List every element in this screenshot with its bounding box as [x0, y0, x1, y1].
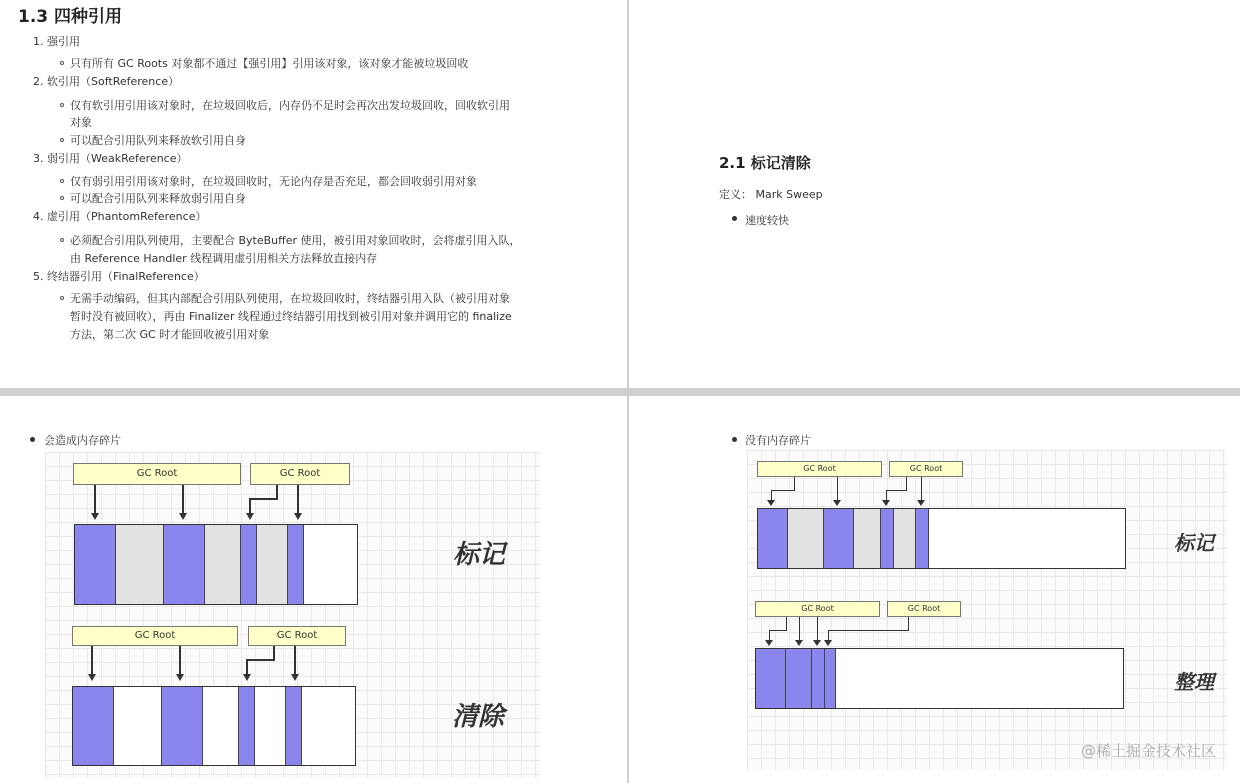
- memory-bar: [72, 686, 356, 766]
- reference-arrow: [817, 617, 818, 640]
- memory-block: [255, 687, 286, 765]
- page-mark-sweep: [629, 0, 1240, 388]
- memory-block: [825, 649, 836, 708]
- reference-arrow: [91, 646, 93, 674]
- bullet-icon: [732, 216, 737, 221]
- arrowhead-icon: [246, 513, 254, 520]
- bullet-icon: [60, 61, 64, 65]
- list-item: 1. 强引用: [33, 35, 80, 48]
- memory-block: [164, 525, 205, 604]
- page-four-references: [0, 0, 627, 388]
- arrowhead-icon: [813, 640, 821, 646]
- list-item: 仅有弱引用引用该对象时，在垃圾回收时，无论内存是否充足，都会回收弱引用对象: [70, 175, 477, 188]
- reference-arrow: [828, 630, 829, 640]
- memory-block: [894, 509, 916, 568]
- arrowhead-icon: [824, 640, 832, 646]
- memory-block: [881, 509, 894, 568]
- arrowhead-icon: [795, 640, 803, 646]
- memory-block: [205, 525, 241, 604]
- memory-block: [203, 687, 239, 765]
- reference-arrow: [886, 490, 887, 500]
- list-item: 4. 虚引用（PhantomReference）: [33, 210, 207, 223]
- memory-block: [812, 649, 825, 708]
- reference-arrow: [276, 485, 278, 499]
- watermark-text: @稀土掘金技术社区: [1080, 742, 1216, 760]
- list-item: 暂时没有被回收），再由 Finalizer 线程通过终结器引用找到被引用对象并调用它的 finalize: [70, 310, 512, 323]
- reference-arrow: [179, 646, 181, 674]
- reference-arrow: [794, 477, 795, 491]
- bullet-icon: [732, 437, 737, 442]
- list-item: 对象: [70, 116, 92, 129]
- arrowhead-icon: [833, 500, 841, 506]
- bullet-icon: [30, 437, 35, 442]
- memory-block: [257, 525, 288, 604]
- memory-block: [916, 509, 929, 568]
- arrowhead-icon: [179, 513, 187, 520]
- memory-block: [758, 509, 788, 568]
- section-heading: 1.3 四种引用: [18, 7, 123, 27]
- memory-block: [824, 509, 854, 568]
- reference-arrow: [182, 485, 184, 513]
- gc-root-box: GC Root: [250, 463, 350, 485]
- bullet-text: 速度较快: [745, 214, 789, 227]
- memory-block: [854, 509, 881, 568]
- bullet-icon: [60, 103, 64, 107]
- page-mark-sweep-diagram: [0, 396, 627, 783]
- reference-arrow: [297, 485, 299, 513]
- reference-arrow: [294, 646, 296, 674]
- memory-block: [241, 525, 257, 604]
- bullet-icon: [60, 196, 64, 200]
- arrowhead-icon: [765, 640, 773, 646]
- memory-block: [288, 525, 304, 604]
- bullet-text: 会造成内存碎片: [44, 434, 121, 447]
- memory-block: [73, 687, 114, 765]
- reference-arrow: [908, 617, 909, 631]
- arrowhead-icon: [882, 500, 890, 506]
- arrowhead-icon: [767, 500, 775, 506]
- reference-arrow: [906, 477, 907, 491]
- label-sweep: 清除: [452, 702, 505, 732]
- memory-block: [239, 687, 255, 765]
- list-item: 可以配合引用队列来释放软引用自身: [70, 134, 246, 147]
- reference-arrow: [94, 485, 96, 513]
- arrowhead-icon: [291, 674, 299, 681]
- memory-block: [162, 687, 203, 765]
- reference-arrow: [828, 630, 909, 631]
- list-item: 无需手动编码，但其内部配合引用队列使用，在垃圾回收时，终结器引用入队（被引用对象: [70, 292, 510, 305]
- list-item: 3. 弱引用（WeakReference）: [33, 152, 188, 165]
- gc-root-box: GC Root: [889, 461, 963, 477]
- bullet-icon: [60, 296, 64, 300]
- gc-root-box: GC Root: [248, 626, 346, 646]
- list-item: 由 Reference Handler 线程调用虚引用相关方法释放直接内存: [70, 252, 378, 265]
- reference-arrow: [771, 490, 772, 500]
- memory-bar: [757, 508, 1126, 569]
- gc-root-box: GC Root: [757, 461, 882, 477]
- gc-root-box: GC Root: [887, 601, 961, 617]
- list-item: 只有所有 GC Roots 对象都不通过【强引用】引用该对象，该对象才能被垃圾回收: [70, 57, 469, 70]
- reference-arrow: [786, 617, 787, 631]
- gc-root-box: GC Root: [72, 626, 238, 646]
- list-item: 2. 软引用（SoftReference）: [33, 75, 180, 88]
- gc-root-box: GC Root: [73, 463, 241, 485]
- bullet-icon: [60, 138, 64, 142]
- bullet-icon: [60, 238, 64, 242]
- arrowhead-icon: [243, 674, 251, 681]
- reference-arrow: [246, 659, 248, 674]
- memory-block: [116, 525, 164, 604]
- definition-text: 定义： Mark Sweep: [719, 188, 823, 201]
- reference-arrow: [799, 617, 800, 640]
- memory-bar: [755, 648, 1124, 709]
- reference-arrow: [246, 659, 275, 661]
- memory-block: [75, 525, 116, 604]
- reference-arrow: [249, 498, 278, 500]
- bullet-text: 没有内存碎片: [745, 434, 811, 447]
- page-mark-compact-diagram: [629, 396, 1240, 783]
- list-item: 方法，第二次 GC 时才能回收被引用对象: [70, 328, 270, 341]
- reference-arrow: [886, 490, 907, 491]
- arrowhead-icon: [176, 674, 184, 681]
- section-heading: 2.1 标记清除: [719, 154, 811, 172]
- memory-block: [786, 649, 812, 708]
- reference-arrow: [769, 630, 770, 640]
- memory-bar: [74, 524, 358, 605]
- arrowhead-icon: [917, 500, 925, 506]
- reference-arrow: [249, 498, 251, 513]
- memory-block: [756, 649, 786, 708]
- reference-arrow: [769, 630, 787, 631]
- memory-block: [788, 509, 824, 568]
- list-item: 仅有软引用引用该对象时，在垃圾回收后，内存仍不足时会再次出发垃圾回收，回收软引用: [70, 99, 510, 112]
- memory-block: [286, 687, 302, 765]
- list-item: 可以配合引用队列来释放弱引用自身: [70, 192, 246, 205]
- arrowhead-icon: [91, 513, 99, 520]
- reference-arrow: [273, 646, 275, 660]
- memory-block: [114, 687, 162, 765]
- reference-arrow: [771, 490, 795, 491]
- reference-arrow: [921, 477, 922, 500]
- label-mark: 标记: [1174, 531, 1214, 555]
- gc-root-box: GC Root: [755, 601, 880, 617]
- bullet-icon: [60, 179, 64, 183]
- arrowhead-icon: [294, 513, 302, 520]
- label-compact: 整理: [1174, 670, 1214, 694]
- reference-arrow: [837, 477, 838, 500]
- list-item: 5. 终结器引用（FinalReference）: [33, 270, 205, 283]
- label-mark: 标记: [453, 540, 506, 570]
- list-item: 必须配合引用队列使用，主要配合 ByteBuffer 使用，被引用对象回收时，会将虚引用入队，: [70, 234, 521, 247]
- arrowhead-icon: [88, 674, 96, 681]
